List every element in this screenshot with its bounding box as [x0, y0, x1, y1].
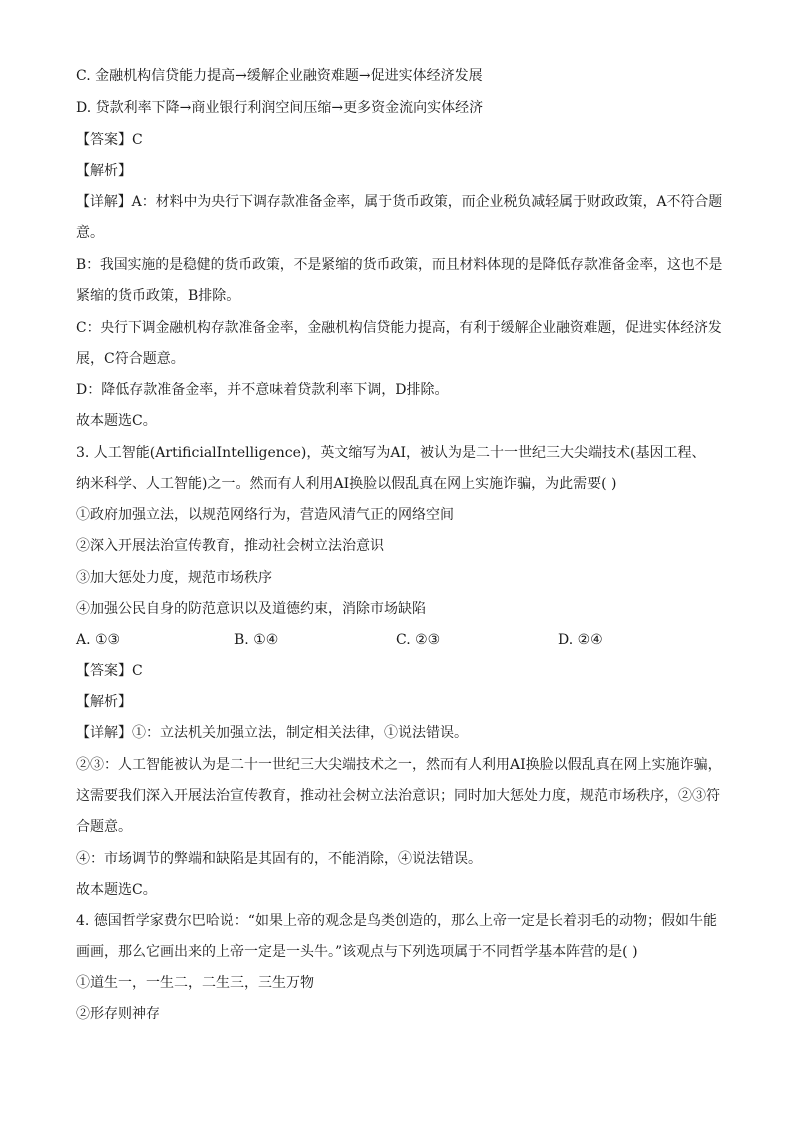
- q2-detail-b-line2: 紧缩的货币政策，B排除。: [76, 288, 241, 304]
- q3-answer: 【答案】C: [76, 663, 143, 679]
- q2-detail-c-line2: 展，C符合题意。: [76, 351, 185, 367]
- q3-item-1: ①政府加强立法，以规范网络行为，营造风清气正的网络空间: [76, 507, 454, 523]
- q2-conclusion: 故本题选C。: [76, 413, 157, 429]
- q3-item-2: ②深入开展法治宣传教育，推动社会树立法治意识: [76, 538, 384, 554]
- q2-detail-a-line1: 【详解】A：材料中为央行下调存款准备金率，属于货币政策，而企业税负减轻属于财政政策，A不符合题: [76, 194, 723, 210]
- q3-stem-line1: 3. 人工智能(ArtificialIntelligence)，英文缩写为AI，被认为是二十一世纪三大尖端技术(基因工程、: [76, 445, 706, 461]
- q3-conclusion: 故本题选C。: [76, 882, 157, 898]
- q3-item-4: ④加强公民自身的防范意识以及道德约束，消除市场缺陷: [76, 601, 426, 617]
- q2-answer: 【答案】C: [76, 132, 143, 148]
- q2-detail-d: D：降低存款准备金率，并不意味着贷款利率下调，D排除。: [76, 382, 449, 398]
- q4-stem-line1: 4. 德国哲学家费尔巴哈说：“如果上帝的观念是鸟类创造的，那么上帝一定是长着羽毛的动物；假如牛能: [76, 913, 717, 929]
- q3-analysis-heading: 【解析】: [76, 694, 132, 710]
- q3-choice-c: C. ②③: [396, 632, 441, 648]
- q3-detail-2-line1: ②③：人工智能被认为是二十一世纪三大尖端技术之一，然而有人利用AI换脸以假乱真在网上实施诈骗，: [76, 757, 722, 773]
- q3-choice-b: B. ①④: [234, 632, 279, 648]
- q3-detail-3: ④：市场调节的弊端和缺陷是其固有的，不能消除，④说法错误。: [76, 851, 482, 867]
- q3-choice-a: A. ①③: [76, 632, 121, 648]
- q2-detail-c-line1: C：央行下调金融机构存款准备金率，金融机构信贷能力提高，有利于缓解企业融资难题，促进实体经济发: [76, 320, 722, 336]
- q2-detail-b-line1: B：我国实施的是稳健的货币政策，不是紧缩的货币政策，而且材料体现的是降低存款准备金率，这也不是: [76, 257, 723, 273]
- q2-option-d: D. 贷款利率下降→商业银行利润空间压缩→更多资金流向实体经济: [76, 100, 484, 116]
- q3-item-3: ③加大惩处力度，规范市场秩序: [76, 570, 272, 586]
- q2-analysis-heading: 【解析】: [76, 163, 132, 179]
- q2-option-c: C. 金融机构信贷能力提高→缓解企业融资难题→促进实体经济发展: [76, 68, 483, 84]
- q3-detail-2-line2: 这需要我们深入开展法治宣传教育，推动社会树立法治意识；同时加大惩处力度，规范市场秩序，②③符: [76, 788, 720, 804]
- q3-detail-1: 【详解】①：立法机关加强立法，制定相关法律，①说法错误。: [76, 725, 468, 741]
- q3-detail-2-line3: 合题意。: [76, 819, 132, 835]
- q2-detail-a-line2: 意。: [76, 225, 104, 241]
- q3-choice-d: D. ②④: [558, 632, 603, 648]
- q4-item-2: ②形存则神存: [76, 1006, 160, 1022]
- q4-stem-line2: 画画，那么它画出来的上帝一定是一头牛。”该观点与下列选项属于不同哲学基本阵营的是( ): [76, 944, 638, 960]
- q4-item-1: ①道生一，一生二，二生三，三生万物: [76, 975, 314, 991]
- q3-stem-line2: 纳米科学、人工智能)之一。然而有人利用AI换脸以假乱真在网上实施诈骗，为此需要( ): [76, 476, 617, 492]
